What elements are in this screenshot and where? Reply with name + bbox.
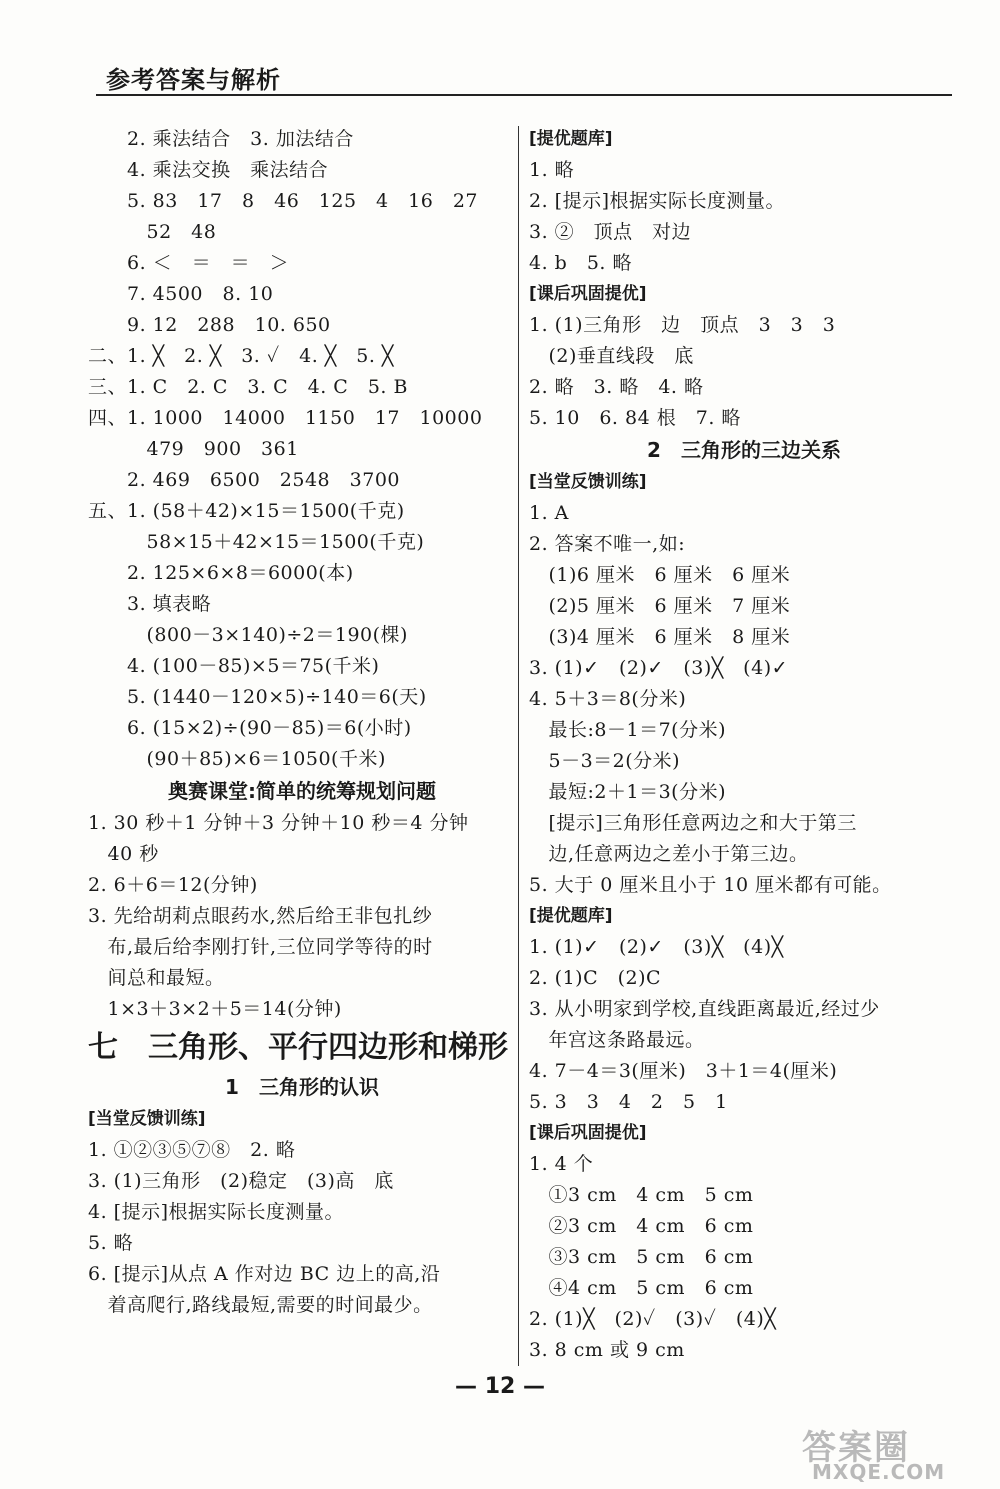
watermark-logo: 答案圈 (802, 1428, 910, 1468)
answer-line: 6. (15×2)÷(90－85)＝6(小时) (88, 717, 412, 739)
answer-line: 三、1. C 2. C 3. C 4. C 5. B (88, 376, 408, 398)
answer-line: 6. [提示]从点 A 作对边 BC 边上的高,沿 (88, 1263, 441, 1285)
answer-line: 3. ② 顶点 对边 (529, 221, 692, 243)
answer-line: 2. 答案不唯一,如: (529, 533, 686, 555)
answer-line: 3. (1)✓ (2)✓ (3)╳ (4)✓ (529, 657, 789, 679)
answer-line: 布,最后给李刚打针,三位同学等待的时 (88, 936, 433, 958)
section-label: [提优题库] (529, 129, 613, 149)
answer-line: 1. (1)✓ (2)✓ (3)╳ (4)╳ (529, 936, 784, 958)
section-heading: 2 三角形的三边关系 (647, 438, 841, 462)
chapter-title: 七 三角形、平行四边形和梯形 (88, 1030, 508, 1065)
answer-line: 52 48 (88, 221, 217, 243)
answer-line: (3)4 厘米 6 厘米 8 厘米 (529, 626, 791, 648)
answer-line: (2)垂直线段 底 (529, 345, 694, 367)
answer-line: 1. 4 个 (529, 1153, 594, 1175)
answer-line: 1. 略 (529, 159, 575, 181)
answer-line: 479 900 361 (88, 438, 299, 460)
answer-line: 1. 30 秒＋1 分钟＋3 分钟＋10 秒＝4 分钟 (88, 812, 469, 834)
answer-line: ①3 cm 4 cm 5 cm (529, 1184, 754, 1206)
answer-line: 5. 3 3 4 2 5 1 (529, 1091, 728, 1113)
answer-line: 7. 4500 8. 10 (88, 283, 274, 305)
section-label: [当堂反馈训练] (529, 472, 647, 492)
page-number: — 12 — (455, 1374, 545, 1399)
watermark (782, 1420, 982, 1482)
answer-line: 5－3＝2(分米) (529, 750, 681, 772)
answer-line: 3. 填表略 (88, 593, 212, 615)
header-title: 参考答案与解析 (106, 66, 281, 94)
section-label: [课后巩固提优] (529, 284, 647, 304)
answer-line: 1. A (529, 502, 569, 524)
answer-line: 2. [提示]根据实际长度测量。 (529, 190, 785, 212)
answer-line: 年宫这条路最远。 (529, 1029, 705, 1051)
answer-line: 2. 125×6×8＝6000(本) (88, 562, 354, 584)
answer-line: 4. (100－85)×5＝75(千米) (88, 655, 380, 677)
answer-line: 3. (1)三角形 (2)稳定 (3)高 底 (88, 1170, 394, 1192)
answer-line: 1×3＋3×2＋5＝14(分钟) (88, 998, 342, 1020)
answer-line: 5. 大于 0 厘米且小于 10 厘米都有可能。 (529, 874, 892, 896)
answer-line: 最短:2＋1＝3(分米) (529, 781, 726, 803)
answer-line: 2. 乘法结合 3. 加法结合 (88, 128, 354, 150)
answer-line: 3. 从小明家到学校,直线距离最近,经过少 (529, 998, 880, 1020)
left-column (88, 124, 516, 1321)
page-header (96, 60, 952, 96)
section-label: [提优题库] (529, 906, 613, 926)
answer-line: 1. ①②③⑤⑦⑧ 2. 略 (88, 1139, 296, 1161)
answer-line: 58×15＋42×15＝1500(千克) (88, 531, 425, 553)
column-divider (518, 126, 519, 1366)
answer-line: 2. (1)╳ (2)✓ (3)✓ (4)╳ (529, 1308, 777, 1330)
answer-line: 2. (1)C (2)C (529, 967, 662, 989)
answer-line: 40 秒 (88, 843, 159, 865)
answer-line: (1)6 厘米 6 厘米 6 厘米 (529, 564, 791, 586)
answer-line: 6. ＜ ＝ ＝ ＞ (88, 252, 290, 274)
section-heading: 奥赛课堂:简单的统筹规划问题 (168, 779, 436, 803)
answer-line: (2)5 厘米 6 厘米 7 厘米 (529, 595, 791, 617)
answer-line: 1. (1)三角形 边 顶点 3 3 3 (529, 314, 836, 336)
answer-line: (800－3×140)÷2＝190(棵) (88, 624, 408, 646)
answer-line: 3. 8 cm 或 9 cm (529, 1339, 685, 1361)
answer-line: ③3 cm 5 cm 6 cm (529, 1246, 754, 1268)
answer-line: 4. 7－4＝3(厘米) 3＋1＝4(厘米) (529, 1060, 838, 1082)
answer-line: 4. 5＋3＝8(分米) (529, 688, 687, 710)
answer-line: 4. [提示]根据实际长度测量。 (88, 1201, 344, 1223)
answer-line: 9. 12 288 10. 650 (88, 314, 331, 336)
section-label: [课后巩固提优] (529, 1123, 647, 1143)
answer-line: 2. 略 3. 略 4. 略 (529, 376, 704, 398)
answer-line: 二、1. ╳ 2. ╳ 3. ✓ 4. ╳ 5. ╳ (88, 345, 394, 367)
answer-line: 2. 469 6500 2548 3700 (88, 469, 400, 491)
answer-line: 3. 先给胡莉点眼药水,然后给王非包扎纱 (88, 905, 433, 927)
section-heading: 1 三角形的认识 (225, 1075, 379, 1099)
answer-line: ④4 cm 5 cm 6 cm (529, 1277, 754, 1299)
answer-line: 5. (1440－120×5)÷140＝6(天) (88, 686, 427, 708)
answer-line: 4. b 5. 略 (529, 252, 632, 274)
right-column (529, 124, 959, 1366)
answer-line: (90＋85)×6＝1050(千米) (88, 748, 386, 770)
watermark-url: MXQE.COM (812, 1460, 946, 1484)
answer-line: 2. 6＋6＝12(分钟) (88, 874, 258, 896)
answer-line: 着高爬行,路线最短,需要的时间最少。 (88, 1294, 433, 1316)
answer-line: 五、1. (58＋42)×15＝1500(千克) (88, 500, 405, 522)
answer-line: 5. 略 (88, 1232, 134, 1254)
answer-line: ②3 cm 4 cm 6 cm (529, 1215, 754, 1237)
answer-line: 最长:8－1＝7(分米) (529, 719, 726, 741)
section-label: [当堂反馈训练] (88, 1109, 206, 1129)
answer-line: 间总和最短。 (88, 967, 225, 989)
answer-line: [提示]三角形任意两边之和大于第三 (529, 812, 857, 834)
answer-line: 4. 乘法交换 乘法结合 (88, 159, 329, 181)
answer-line: 边,任意两边之差小于第三边。 (529, 843, 809, 865)
answer-line: 四、1. 1000 14000 1150 17 10000 (88, 407, 483, 429)
answer-line: 5. 83 17 8 46 125 4 16 27 (88, 190, 478, 212)
answer-line: 5. 10 6. 84 根 7. 略 (529, 407, 741, 429)
